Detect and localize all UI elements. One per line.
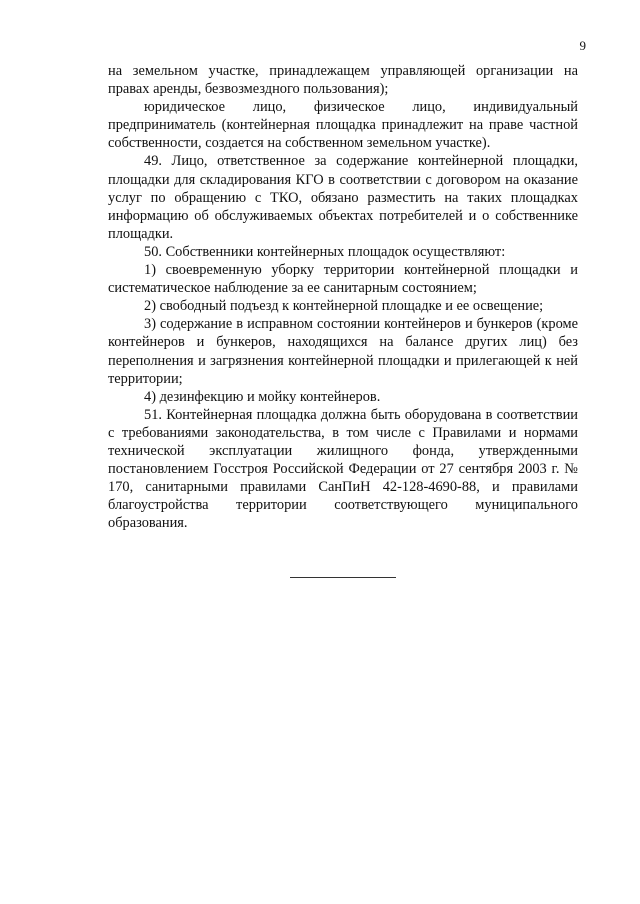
paragraph-49: 49. Лицо, ответственное за содержание контейнерной площадки, площадки для складирования КГО в соответствии с договором на оказание услуг по обращению с ТКО, обязано разместить на таких площадках информацию об обслуживаемых объектах потребителей и о собственнике площадки.	[108, 153, 578, 242]
paragraph-50-item-1: 1) своевременную уборку территории контейнерной площадки и систематическое наблюдение за ее санитарным состоянием;	[108, 262, 578, 297]
document-body	[108, 62, 578, 532]
paragraph-51: 51. Контейнерная площадка должна быть оборудована в соответствии с требованиями законодательства, в том числе с Правилами и нормами технической эксплуатации жилищного фонда, утвержденными постановлением Госстроя Российской Федерации от 27 сентября 2003 г. № 170, санитарными правилами СанПиН 42-128-4690-88, и правилами благоустройства территории соответствующего муниципального образования.	[108, 406, 578, 532]
end-of-section-rule	[290, 577, 396, 578]
paragraph-50-item-3: 3) содержание в исправном состоянии контейнеров и бункеров (кроме контейнеров и бункеров, находящихся на балансе других лиц) без переполнения и загрязнения контейнерной площадки и прилегающей к ней территории;	[108, 316, 578, 387]
paragraph-legal-entity: юридическое лицо, физическое лицо, индивидуальный предприниматель (контейнерная площадка принадлежит на праве частной собственности, создается на собственном земельном участке).	[108, 99, 578, 152]
page-number: 9	[579, 38, 586, 53]
paragraph-continuation: на земельном участке, принадлежащем управляющей организации на правах аренды, безвозмездного пользования);	[108, 63, 578, 98]
paragraph-50-item-4: 4) дезинфекцию и мойку контейнеров.	[144, 388, 381, 405]
paragraph-50-item-2: 2) свободный подъезд к контейнерной площадке и ее освещение;	[144, 298, 544, 315]
paragraph-50: 50. Собственники контейнерных площадок осуществляют:	[144, 243, 506, 260]
